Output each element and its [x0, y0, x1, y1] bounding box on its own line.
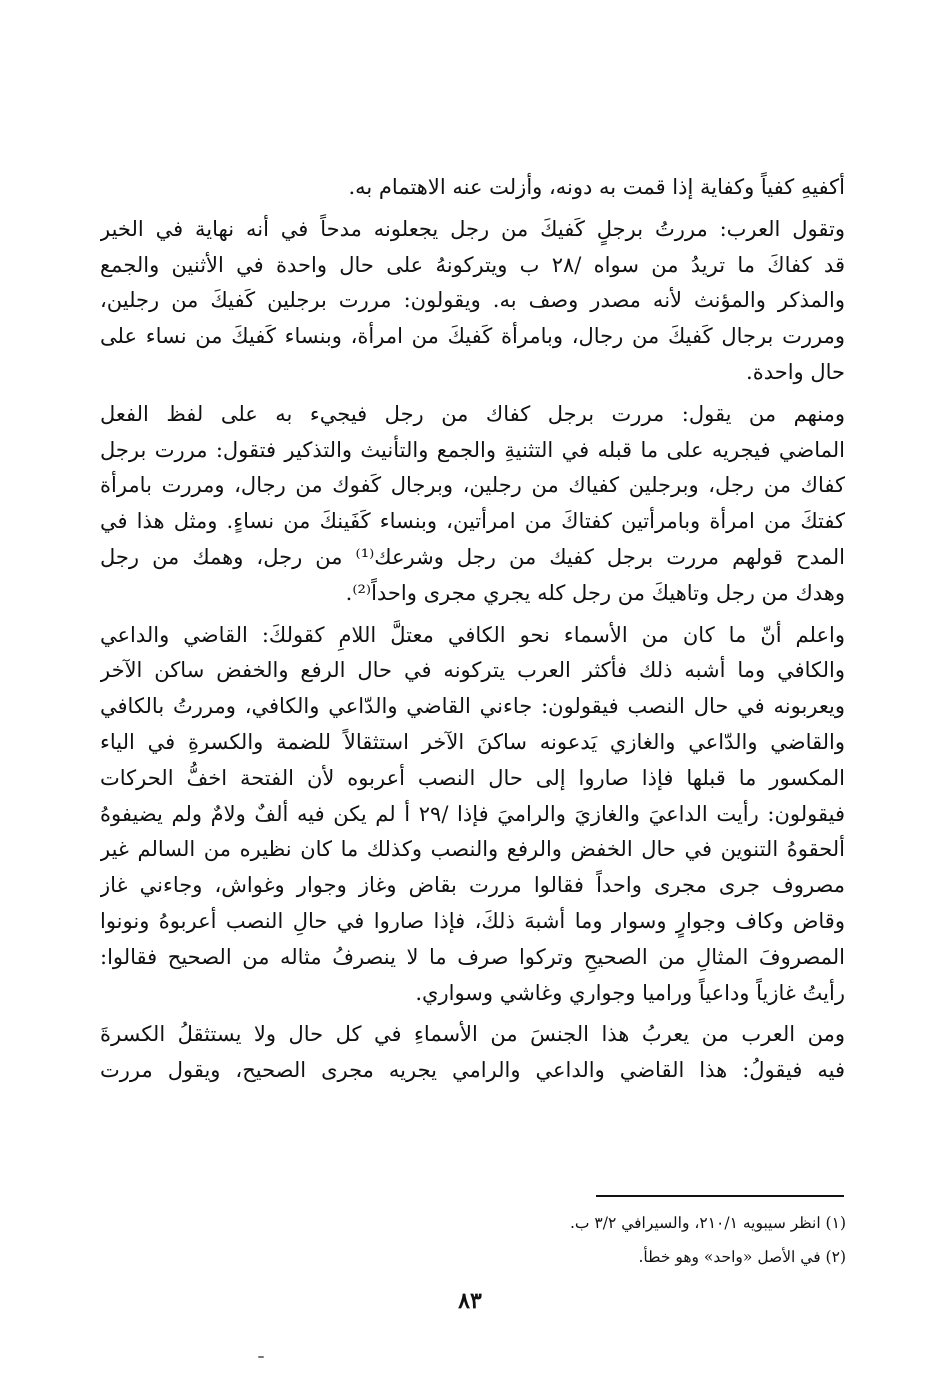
text-line: رأيتُ غازياً وداعياً وراميا وجواري وغاشي وسواري. [415, 980, 845, 1005]
text-line: المدح قولهم مررت برجل كفيك من رجل وشرعك⁽¹⁾ من رجل، وهمك من رجل [100, 544, 845, 569]
text-line: المصروفَ المثالِ من الصحيحِ وتركوا صرف ما لا ينصرفُ مثاله من الصحيح فقالوا: [100, 944, 845, 969]
main-text [100, 170, 845, 1089]
text-line: ويعربونه في حال النصب فيقولون: جاءني القاضي والدّاعي والكافي، ومررتُ بالكافي [100, 694, 845, 719]
paragraph-3 [100, 397, 845, 612]
text-line: كفاك من رجل، وبرجلين كفياك من رجلين، وبرجال كَفوك من رجال، ومررت بامرأة [100, 473, 845, 498]
text-line: وتقول العرب: مررتُ برجلٍ كَفيكَ من رجل يجعلونه مدحاً في أنه نهاية في الخير [100, 216, 845, 241]
text-line: ألحقوهُ التنوين في حال الخفض والرفع والنصب وكذلك ما كان نظيره من السالم غير [100, 837, 845, 862]
paragraph-2 [100, 212, 845, 391]
text-line: الماضي فيجريه على ما قبله في التثنيةِ والجمع والتأنيث والتذكير فتقول: مررت برجل [100, 437, 845, 462]
text-line: ومررت برجال كَفيكَ من رجال، وبامرأة كَفيكَ من امرأة، وبنساء كَفيكَ من نساء على [100, 324, 845, 349]
text-line: المكسور ما قبلها فإذا صاروا إلى حال النصب أعربوه لأن الفتحة اخفُّ الحركات [100, 765, 845, 790]
text-line: ومنهم من يقول: مررت برجل كفاك من رجل فيجيء به على لفظ الفعل [100, 401, 845, 426]
text-line: واعلم أنّ ما كان من الأسماء نحو الكافي معتلَّ اللامِ كقولكَ: القاضي والداعي [100, 622, 845, 647]
page-number: ٨٣ [458, 1288, 482, 1314]
paragraph-5 [100, 1017, 845, 1089]
text-line: قد كفاكَ ما تريدُ من سواه ‎/٢٨‎ ب ويتركونهُ على حال واحدة في الأثنين والجمع [100, 252, 845, 277]
text-line: مصروف جرى مجرى واحداً فقالوا مررت بقاض وغاز وجوار وغواش، وجاءني غاز [100, 873, 845, 898]
text-line: فيه فيقولُ: هذا القاضي والداعي والرامي يجريه مجرى الصحيح، ويقول مررت [100, 1058, 845, 1083]
text-line: والكافي وما أشبه ذلك فأكثر العرب يتركونه في حال الرفع والخفض ساكن الآخر [100, 658, 845, 683]
text-line: كفتكَ من امرأة وبامرأتين كفتاكَ من امرأتين، وبنساء كَفَينكَ من نساءٍ. ومثل هذا في [100, 509, 845, 534]
text-line: وهدك من رجل وتاهيكَ من رجل كله يجري مجرى واحداً⁽²⁾. [345, 580, 845, 605]
scan-artifact [258, 1356, 264, 1358]
text-line: والقاضي والدّاعي والغازي يَدعونه ساكنَ الآخر استثقالاً للضمة والكسرةِ في الياء [100, 729, 845, 754]
text-line: وقاض وكاف وجوارٍ وسوار وما أشبهَ ذلكَ، فإذا صاروا في حالِ النصب أعربوهُ ونونوا [100, 908, 845, 933]
footnote-1: (١) انظر سيبويه ‎٢١٠/١‎، والسيرافي ‎٣/٢‎ ب. [569, 1214, 846, 1232]
text-line: أكفيهِ كفياً وكفاية إذا قمت به دونه، وأزلت عنه الاهتمام به. [348, 175, 845, 199]
footnote-2: (٢) في الأصل «واحد» وهو خطأ. [638, 1248, 846, 1266]
text-line: فيقولون: رأيت الداعيَ والغازيَ والراميَ فإذا ‎/٢٩‎ أ لم يكن فيه ألفٌ ولامٌ ولم يضيفوهُ [100, 801, 845, 826]
text-line: حال واحدة. [746, 359, 845, 384]
footnote-divider [596, 1195, 844, 1197]
paragraph-1 [100, 170, 845, 206]
text-line: ومن العرب من يعربُ هذا الجنسَ من الأسماءِ في كل حال ولا يستثقلُ الكسرةَ [100, 1022, 845, 1047]
paragraph-4 [100, 618, 845, 1012]
footnotes [300, 1206, 846, 1274]
text-line: والمذكر والمؤنث لأنه مصدر وصف به. ويقولون: مررت برجلين كَفيكَ من رجلين، [100, 288, 845, 313]
